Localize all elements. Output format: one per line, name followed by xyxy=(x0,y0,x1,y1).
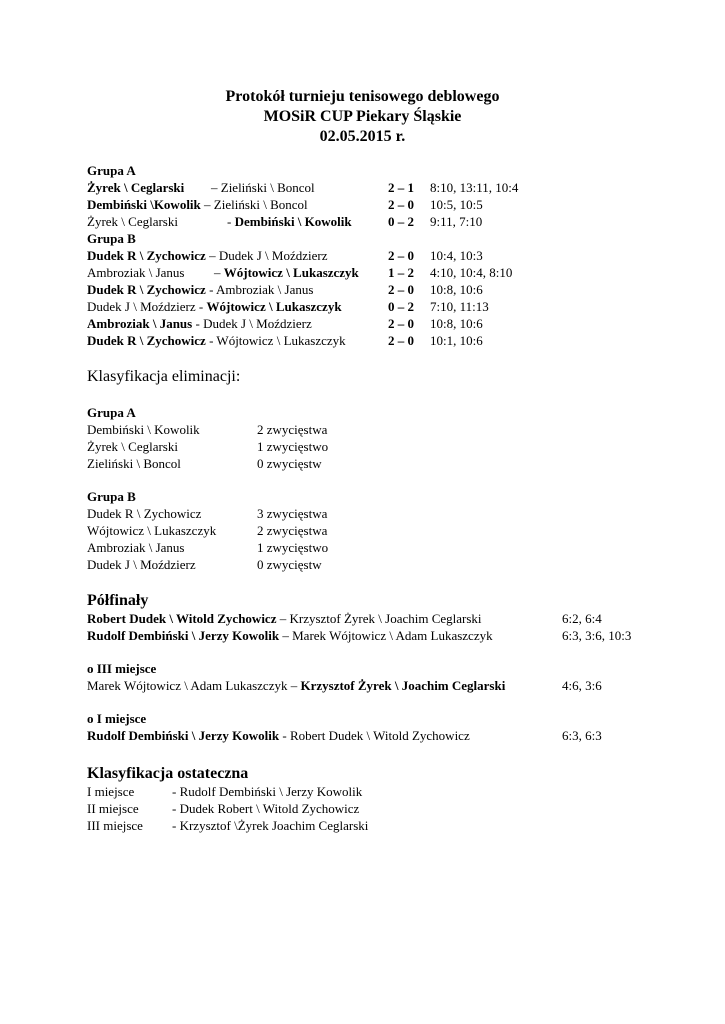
final-place: I miejsce xyxy=(87,784,135,799)
match-sets: 4:10, 10:4, 8:10 xyxy=(430,265,513,280)
standing-row xyxy=(87,522,328,539)
match-sets: 6:3, 6:3 xyxy=(562,728,602,743)
match-sets: 10:8, 10:6 xyxy=(430,316,483,331)
match-row xyxy=(87,332,483,349)
final-standing-row xyxy=(87,800,360,817)
match-sep: – xyxy=(214,265,224,280)
standing-row xyxy=(87,556,322,573)
match-sets: 10:8, 10:6 xyxy=(430,282,483,297)
match-row xyxy=(87,315,483,332)
match-team2-wrap xyxy=(214,264,359,281)
match-team2: Wójtowicz \ Lukaszczyk xyxy=(223,265,359,280)
match-score: 0 – 2 xyxy=(388,214,414,229)
match-sets: 10:5, 10:5 xyxy=(430,197,483,212)
final-standing-row xyxy=(87,817,369,834)
standing-row xyxy=(87,438,329,455)
final-team: - Rudolf Dembiński \ Jerzy Kowolik xyxy=(172,784,363,799)
standing-wins: 1 zwycięstwo xyxy=(257,540,329,555)
standing-row xyxy=(87,505,328,522)
standing-team: Zieliński \ Boncol xyxy=(87,456,181,471)
final-place: III miejsce xyxy=(87,818,143,833)
match-team1: Rudolf Dembiński \ Jerzy Kowolik xyxy=(87,628,280,643)
standing-wins: 0 zwycięstw xyxy=(257,557,322,572)
final-standing-row xyxy=(87,783,363,800)
final-row xyxy=(87,727,602,744)
standing-team: Dudek R \ Zychowicz xyxy=(87,506,202,521)
match-team1: Żyrek \ Ceglarski xyxy=(87,214,178,229)
match-team2: Zieliński \ Boncol xyxy=(213,197,308,212)
third-place-heading: o III miejsce xyxy=(87,661,157,676)
elim-group-a-label: Grupa A xyxy=(87,405,136,420)
match-sep: – xyxy=(211,180,221,195)
match-sep: – xyxy=(287,678,301,693)
match-team1: Ambroziak \ Janus xyxy=(87,316,193,331)
match-score: 2 – 1 xyxy=(388,180,414,195)
standing-row xyxy=(87,421,328,438)
final-team: - Krzysztof \Żyrek Joachim Ceglarski xyxy=(172,818,369,833)
tournament-name: MOSiR CUP Piekary Śląskie xyxy=(263,108,462,125)
standing-wins: 3 zwycięstwa xyxy=(257,506,328,521)
match-team1: Żyrek \ Ceglarski xyxy=(87,180,185,195)
match-sets: 6:3, 3:6, 10:3 xyxy=(562,628,632,643)
standing-team: Dembiński \ Kowolik xyxy=(87,422,200,437)
match-team2: Krzysztof Żyrek \ Joachim Ceglarski xyxy=(300,678,506,693)
third-place-row xyxy=(87,677,602,694)
standing-team: Ambroziak \ Janus xyxy=(87,540,185,555)
match-row xyxy=(87,247,483,264)
standing-team: Dudek J \ Moździerz xyxy=(87,557,196,572)
semifinals-heading: Półfinały xyxy=(87,592,149,609)
match-team1: Dudek R \ Zychowicz xyxy=(87,248,206,263)
match-sep: - xyxy=(205,333,217,348)
match-sep: - xyxy=(195,299,207,314)
match-team2: Dudek J \ Moździerz xyxy=(203,316,312,331)
match-team2: Zieliński \ Boncol xyxy=(220,180,315,195)
match-row xyxy=(87,179,519,196)
standing-wins: 2 zwycięstwa xyxy=(257,422,328,437)
semifinal-row xyxy=(87,610,602,627)
match-score: 2 – 0 xyxy=(388,316,414,331)
match-team1: Dudek J \ Moździerz xyxy=(87,299,196,314)
standing-wins: 2 zwycięstwa xyxy=(257,523,328,538)
match-sep: – xyxy=(200,197,214,212)
final-heading: o I miejsce xyxy=(87,711,147,726)
standing-wins: 0 zwycięstw xyxy=(257,456,322,471)
match-team1: Ambroziak \ Janus xyxy=(87,265,185,280)
match-row xyxy=(87,196,483,213)
match-team1: Marek Wójtowicz \ Adam Lukaszczyk xyxy=(87,678,288,693)
match-team2: Krzysztof Żyrek \ Joachim Ceglarski xyxy=(289,611,482,626)
final-place: II miejsce xyxy=(87,801,139,816)
match-score: 2 – 0 xyxy=(388,248,414,263)
match-team1: Rudolf Dembiński \ Jerzy Kowolik xyxy=(87,728,280,743)
match-sets: 10:1, 10:6 xyxy=(430,333,483,348)
match-sep: – xyxy=(276,611,290,626)
match-sep: – xyxy=(279,628,293,643)
group-b-label: Grupa B xyxy=(87,231,136,246)
match-sets: 6:2, 6:4 xyxy=(562,611,602,626)
match-team2-wrap xyxy=(227,213,352,230)
match-team1: Robert Dudek \ Witold Zychowicz xyxy=(87,611,277,626)
match-sep: - xyxy=(192,316,204,331)
match-row xyxy=(87,264,513,281)
match-sep: - xyxy=(227,214,235,229)
match-sets: 9:11, 7:10 xyxy=(430,214,483,229)
group-a-label: Grupa A xyxy=(87,163,136,178)
standing-team: Wójtowicz \ Lukaszczyk xyxy=(87,523,217,538)
match-score: 2 – 0 xyxy=(388,282,414,297)
match-team1: Dudek R \ Zychowicz xyxy=(87,333,206,348)
elim-group-b-label: Grupa B xyxy=(87,489,136,504)
match-sets: 10:4, 10:3 xyxy=(430,248,483,263)
match-score: 2 – 0 xyxy=(388,197,414,212)
match-sets: 8:10, 13:11, 10:4 xyxy=(430,180,519,195)
match-team2: Wójtowicz \ Lukaszczyk xyxy=(216,333,346,348)
match-sets: 4:6, 3:6 xyxy=(562,678,602,693)
match-team2: Dudek J \ Moździerz xyxy=(218,248,328,263)
standing-row xyxy=(87,455,322,472)
match-team2: Wójtowicz \ Lukaszczyk xyxy=(206,299,342,314)
match-team2: Marek Wójtowicz \ Adam Lukaszczyk xyxy=(292,628,493,643)
match-team2: Dembiński \ Kowolik xyxy=(234,214,352,229)
match-team2: Ambroziak \ Janus xyxy=(215,282,314,297)
match-score: 0 – 2 xyxy=(388,299,414,314)
match-sep: – xyxy=(205,248,219,263)
standing-wins: 1 zwycięstwo xyxy=(257,439,329,454)
match-team2: Robert Dudek \ Witold Zychowicz xyxy=(289,728,470,743)
match-team2-wrap xyxy=(211,179,315,196)
standing-row xyxy=(87,539,329,556)
match-sets: 7:10, 11:13 xyxy=(430,299,489,314)
match-sep: - xyxy=(279,728,290,743)
standing-team: Żyrek \ Ceglarski xyxy=(87,439,178,454)
match-team1: Dembiński \Kowolik xyxy=(87,197,201,212)
match-team1: Dudek R \ Zychowicz xyxy=(87,282,206,297)
final-standings-heading: Klasyfikacja ostateczna xyxy=(87,765,249,782)
match-row xyxy=(87,281,483,298)
semifinal-row xyxy=(87,627,632,644)
match-sep: - xyxy=(205,282,216,297)
tournament-date: 02.05.2015 r. xyxy=(319,128,406,145)
elimination-heading: Klasyfikacja eliminacji: xyxy=(87,368,241,385)
final-team: - Dudek Robert \ Witold Zychowicz xyxy=(172,801,360,816)
match-score: 1 – 2 xyxy=(388,265,414,280)
match-row xyxy=(87,298,489,315)
match-row xyxy=(87,213,483,230)
match-score: 2 – 0 xyxy=(388,333,414,348)
document-title: Protokół turnieju tenisowego deblowego xyxy=(225,88,500,105)
